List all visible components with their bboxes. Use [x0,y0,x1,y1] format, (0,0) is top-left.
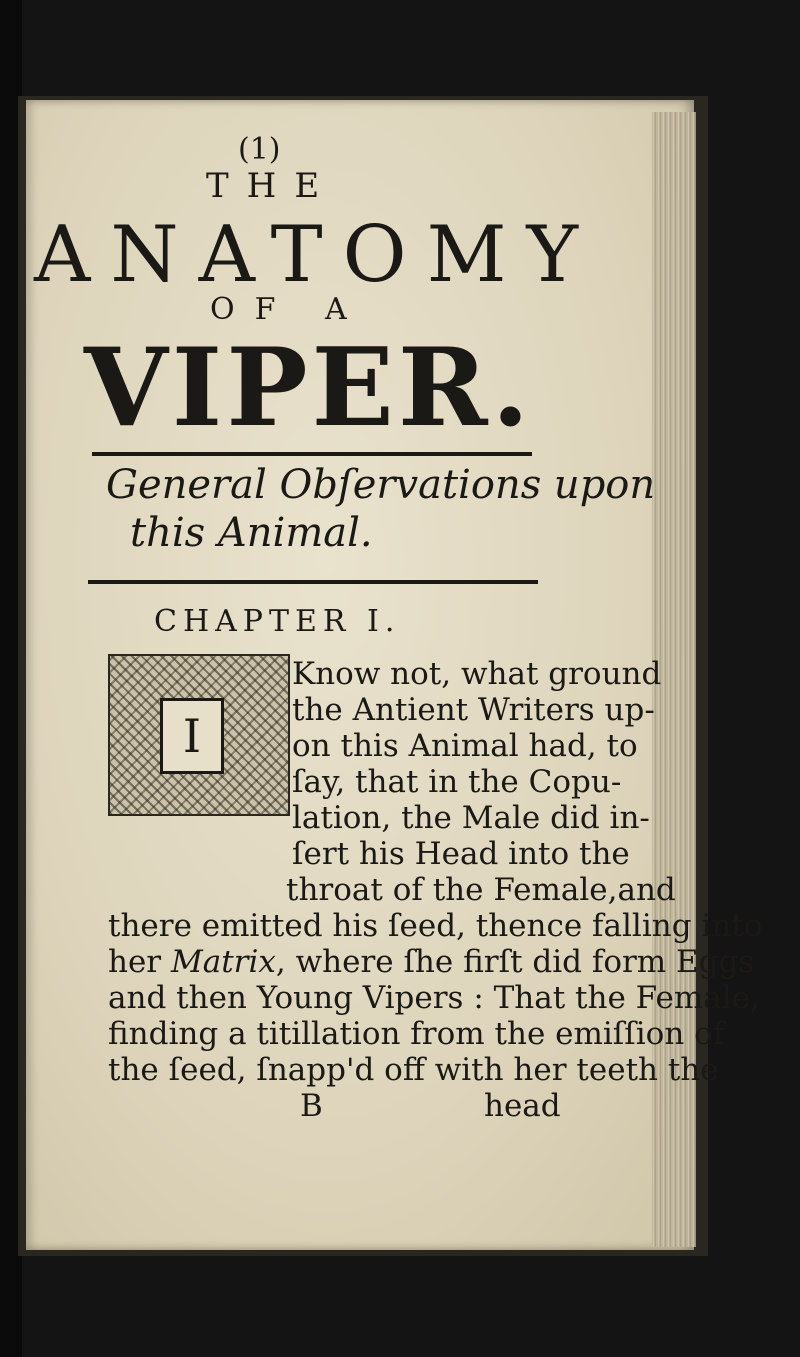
title-rule [92,452,532,456]
title-of-a: OF A [210,292,367,327]
body-line-1: Know not, what ground [292,656,662,692]
title-the: THE [206,166,338,206]
body-line-6: ſert his Head into the [292,836,630,872]
body-line-9 [108,944,754,980]
title-viper: VIPER. [84,325,534,451]
body-line-11: finding a titillation from the emiſſion of [108,1016,725,1052]
initial-letter: I [160,698,224,774]
body-line-9-end: , where ſhe firſt did form Eggs [275,944,755,980]
body-line-8: there emitted his ſeed, thence falling into [108,908,763,944]
chapter-heading: CHAPTER I. [154,604,401,639]
decorated-initial [108,654,290,816]
body-line-10: and then Young Vipers : That the Female, [108,980,760,1016]
body-line-5: lation, the Male did in- [292,800,650,836]
title-anatomy: ANATOMY [34,210,598,300]
body-line-4: ſay, that in the Copu- [292,764,622,800]
signature-mark: B [300,1088,323,1124]
page-number: (1) [238,132,281,167]
body-line-3: on this Animal had, to [292,728,638,764]
subtitle-rule [88,580,538,584]
catchword: head [484,1088,561,1124]
subtitle-line-1: General Obſervations upon [106,462,656,508]
subtitle-line-2: this Animal. [130,510,373,556]
body-line-2: the Antient Writers up- [292,692,655,728]
body-line-7: throat of the Female,and [286,872,676,908]
body-line-12: the ſeed, ſnapp'd off with her teeth the [108,1052,719,1088]
body-line-9-start: her [108,944,171,980]
matrix-italic: Matrix [170,944,276,980]
